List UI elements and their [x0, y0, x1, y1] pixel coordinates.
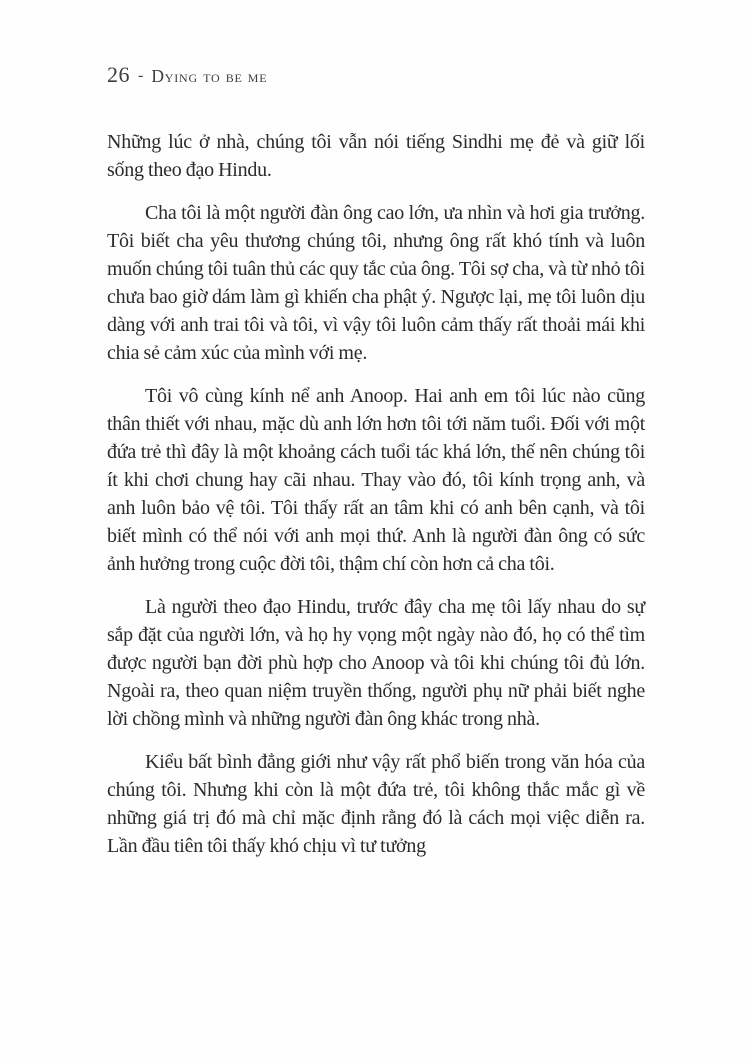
running-header	[0, 0, 750, 88]
paragraph-5: Kiểu bất bình đẳng giới như vậy rất phổ biến trong văn hóa của chúng tôi. Nhưng khi còn là một đứa trẻ, tôi không thắc mắc gì về những giá trị đó mà chỉ mặc định rằng đó là cách mọi việc diễn ra. Lần đầu tiên tôi thấy khó chịu vì tư tưởng	[107, 751, 645, 857]
paragraph-1: Những lúc ở nhà, chúng tôi vẫn nói tiếng Sindhi mẹ đẻ và giữ lối sống theo đạo Hindu.	[107, 131, 645, 181]
page-number: 26	[107, 62, 130, 87]
page-body	[107, 128, 645, 860]
header-separator: -	[138, 67, 144, 84]
paragraph-4: Là người theo đạo Hindu, trước đây cha mẹ tôi lấy nhau do sự sắp đặt của người lớn, và họ hy vọng một ngày nào đó, họ có thể tìm được người bạn đời phù hợp cho Anoop và tôi khi chúng tôi đủ lớn. Ngoài ra, theo quan niệm truyền thống, người phụ nữ phải biết nghe lời chồng mình và những người đàn ông khác trong nhà.	[107, 596, 645, 730]
paragraph-2: Cha tôi là một người đàn ông cao lớn, ưa nhìn và hơi gia trưởng. Tôi biết cha yêu thương chúng tôi, nhưng ông rất khó tính và luôn muốn chúng tôi tuân thủ các quy tắc của ông. Tôi sợ cha, và từ nhỏ tôi chưa bao giờ dám làm gì khiến cha phật ý. Ngược lại, mẹ tôi luôn dịu dàng với anh trai tôi và tôi, vì vậy tôi luôn cảm thấy rất thoải mái khi chia sẻ cảm xúc của mình với mẹ.	[107, 202, 645, 364]
paragraph-3: Tôi vô cùng kính nể anh Anoop. Hai anh em tôi lúc nào cũng thân thiết với nhau, mặc dù anh lớn hơn tôi tới năm tuổi. Đối với một đứa trẻ thì đây là một khoảng cách tuổi tác khá lớn, thế nên chúng tôi ít khi chơi chung hay cãi nhau. Thay vào đó, tôi kính trọng anh, và anh luôn bảo vệ tôi. Tôi thấy rất an tâm khi có anh bên cạnh, và tôi biết mình có thể nói với anh mọi thứ. Anh là người đàn ông có sức ảnh hưởng trong cuộc đời tôi, thậm chí còn hơn cả cha tôi.	[107, 385, 645, 575]
book-title: Dying to be me	[151, 66, 268, 86]
